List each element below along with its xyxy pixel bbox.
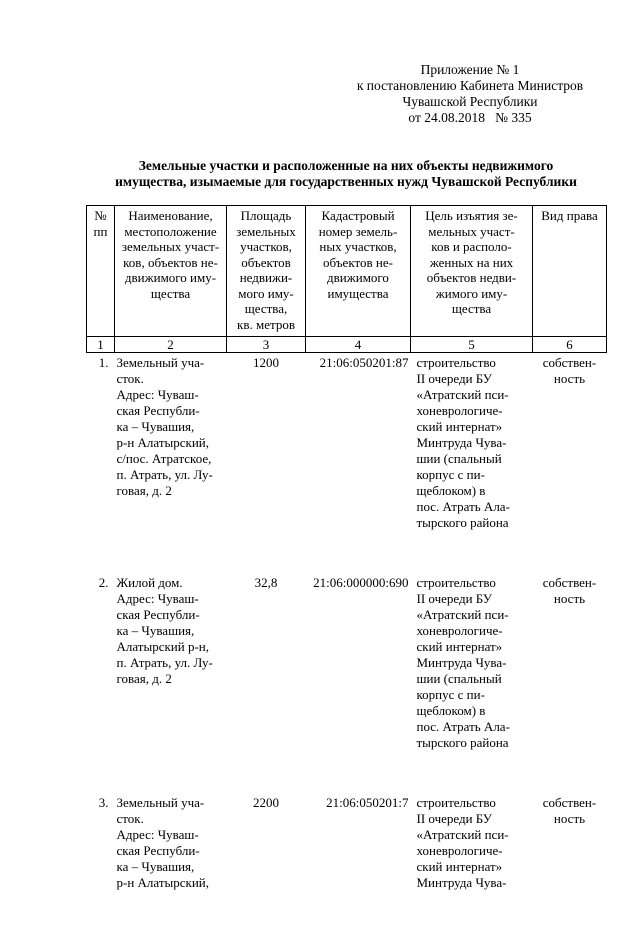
name-line: п. Атрать, ул. Лу- [116, 467, 213, 482]
right-type [533, 793, 607, 933]
header-line: Наименование, [128, 208, 213, 223]
purpose-line: строительство [416, 575, 496, 590]
purpose-line: хоневрологиче- [416, 843, 503, 858]
name-line: ская Республи- [116, 843, 200, 858]
purpose-line: Минтруда Чува- [416, 875, 507, 890]
column-number: 6 [533, 337, 607, 353]
column-number: 1 [87, 337, 115, 353]
header-line: Площадь [240, 208, 292, 223]
name-line: р-н Алатырский, [116, 875, 210, 890]
header-line: № [94, 208, 107, 223]
name-line: ская Республи- [116, 607, 200, 622]
header-line: движимого [327, 270, 389, 285]
purpose-text [411, 353, 533, 574]
document-title [96, 158, 596, 190]
purpose-line: пос. Атрать Ала- [416, 499, 510, 514]
purpose-line: «Атратский пси- [416, 387, 509, 402]
header-line: кв. метров [237, 316, 295, 332]
right-line: ность [553, 591, 586, 606]
header-line: местоположение [124, 223, 217, 239]
header-line: объектов недви- [426, 270, 517, 285]
header-line: пп [93, 223, 108, 239]
column-number: 3 [227, 337, 306, 353]
purpose-line: тырского района [416, 515, 509, 530]
purpose-line: шии (спальный [416, 671, 502, 686]
annex-republic: Чувашской Республики [402, 94, 538, 109]
purpose-line: щеблоком) в [416, 483, 486, 498]
name-line: Адрес: Чуваш- [116, 387, 199, 402]
purpose-line: корпус с пи- [416, 687, 485, 702]
row-number: 2. [98, 575, 109, 590]
table-header-row [87, 206, 607, 337]
annex-date-number: от 24.08.2018 № 335 [408, 110, 532, 125]
land-plots-table [86, 205, 607, 933]
area-value: 32,8 [254, 575, 278, 590]
title-line-2: имущества, изымаемые для государственных нужд Чувашской Республики [115, 174, 577, 189]
header-line: земельных участ- [121, 239, 220, 254]
purpose-line: ский интернат» [416, 859, 503, 874]
name-line: р-н Алатырский, [116, 435, 210, 450]
annex-number: Приложение № 1 [420, 62, 520, 77]
header-line: объектов [241, 254, 291, 270]
header-line: земельных [236, 223, 296, 239]
purpose-line: строительство [416, 355, 496, 370]
header-line: щества [451, 301, 492, 316]
name-line: ская Республи- [116, 403, 200, 418]
header-line: жимого иму- [435, 285, 508, 301]
title-line-1: Земельные участки и расположенные на них объекты недвижимого [138, 158, 554, 173]
purpose-text [411, 793, 533, 933]
header-purpose [411, 206, 533, 337]
right-line: собствен- [542, 355, 597, 370]
purpose-line: ский интернат» [416, 639, 503, 654]
purpose-line: Минтруда Чува- [416, 655, 507, 670]
header-line: мельных участ- [428, 223, 515, 239]
header-line: недвижи- [239, 270, 293, 285]
purpose-line: хоневрологиче- [416, 403, 503, 418]
annex-block [330, 62, 610, 126]
purpose-line: щеблоком) в [416, 703, 486, 718]
purpose-line: Минтруда Чува- [416, 435, 507, 450]
name-line: ка – Чувашия, [116, 623, 195, 638]
name-line: Адрес: Чуваш- [116, 827, 199, 842]
purpose-line: II очереди БУ [416, 371, 493, 386]
area-value: 2200 [253, 795, 279, 810]
header-line: объектов не- [323, 254, 393, 270]
header-right-type [533, 206, 607, 337]
object-name-address [115, 793, 227, 933]
row-number: 3. [98, 795, 109, 810]
purpose-line: «Атратский пси- [416, 827, 509, 842]
annex-resolution: к постановлению Кабинета Министров [356, 78, 584, 93]
right-type [533, 353, 607, 574]
purpose-line: тырского района [416, 735, 509, 750]
cadastral-number: 21:06:050201:7 [326, 795, 409, 810]
name-line: говая, д. 2 [116, 671, 172, 686]
name-line: говая, д. 2 [116, 483, 172, 498]
right-line: ность [553, 811, 586, 826]
purpose-line: корпус с пи- [416, 467, 485, 482]
cadastral-number: 21:06:000000:690 [313, 575, 409, 590]
name-line: с/пос. Атратское, [116, 451, 212, 466]
name-line: ка – Чувашия, [116, 419, 195, 434]
column-number: 4 [306, 337, 411, 353]
header-num [87, 206, 115, 337]
purpose-line: шии (спальный [416, 451, 502, 466]
column-number: 5 [411, 337, 533, 353]
header-line: мого иму- [238, 285, 294, 301]
name-line: Жилой дом. [116, 575, 183, 590]
name-line: Адрес: Чуваш- [116, 591, 199, 606]
header-line: щества [150, 285, 191, 301]
row-number: 1. [98, 355, 109, 370]
purpose-text [411, 573, 533, 793]
right-line: ность [553, 371, 586, 386]
area-value: 1200 [253, 355, 279, 370]
purpose-line: ский интернат» [416, 419, 503, 434]
table-row [87, 793, 607, 933]
object-name-address [115, 573, 227, 793]
name-line: Алатырский р-н, [116, 639, 210, 654]
header-area [227, 206, 306, 337]
column-number: 2 [115, 337, 227, 353]
header-line: ков, объектов не- [123, 254, 218, 270]
right-line: собствен- [542, 575, 597, 590]
name-line: сток. [116, 811, 144, 826]
header-line: щества, [244, 301, 288, 316]
column-numbers-row [87, 337, 607, 353]
name-line: Земельный уча- [116, 795, 205, 810]
name-line: сток. [116, 371, 144, 386]
header-line: Вид права [541, 208, 598, 223]
header-line: женных на них [429, 254, 514, 270]
header-line: номер земель- [318, 223, 398, 239]
table-row [87, 353, 607, 574]
right-type [533, 573, 607, 793]
purpose-line: пос. Атрать Ала- [416, 719, 510, 734]
table-row [87, 573, 607, 793]
right-line: собствен- [542, 795, 597, 810]
name-line: ка – Чувашия, [116, 859, 195, 874]
header-line: Кадастровый [321, 208, 395, 223]
header-name [115, 206, 227, 337]
purpose-line: «Атратский пси- [416, 607, 509, 622]
purpose-line: хоневрологиче- [416, 623, 503, 638]
name-line: Земельный уча- [116, 355, 205, 370]
header-cadastral [306, 206, 411, 337]
object-name-address [115, 353, 227, 574]
header-line: имущества [327, 285, 389, 301]
header-line: ков и располо- [431, 239, 512, 254]
header-line: Цель изъятия зе- [425, 208, 518, 223]
cadastral-number: 21:06:050201:87 [319, 355, 409, 370]
purpose-line: II очереди БУ [416, 811, 493, 826]
name-line: п. Атрать, ул. Лу- [116, 655, 213, 670]
purpose-line: строительство [416, 795, 496, 810]
header-line: движимого иму- [124, 270, 217, 285]
header-line: участков, [240, 239, 292, 254]
purpose-line: II очереди БУ [416, 591, 493, 606]
header-line: ных участков, [319, 239, 397, 254]
